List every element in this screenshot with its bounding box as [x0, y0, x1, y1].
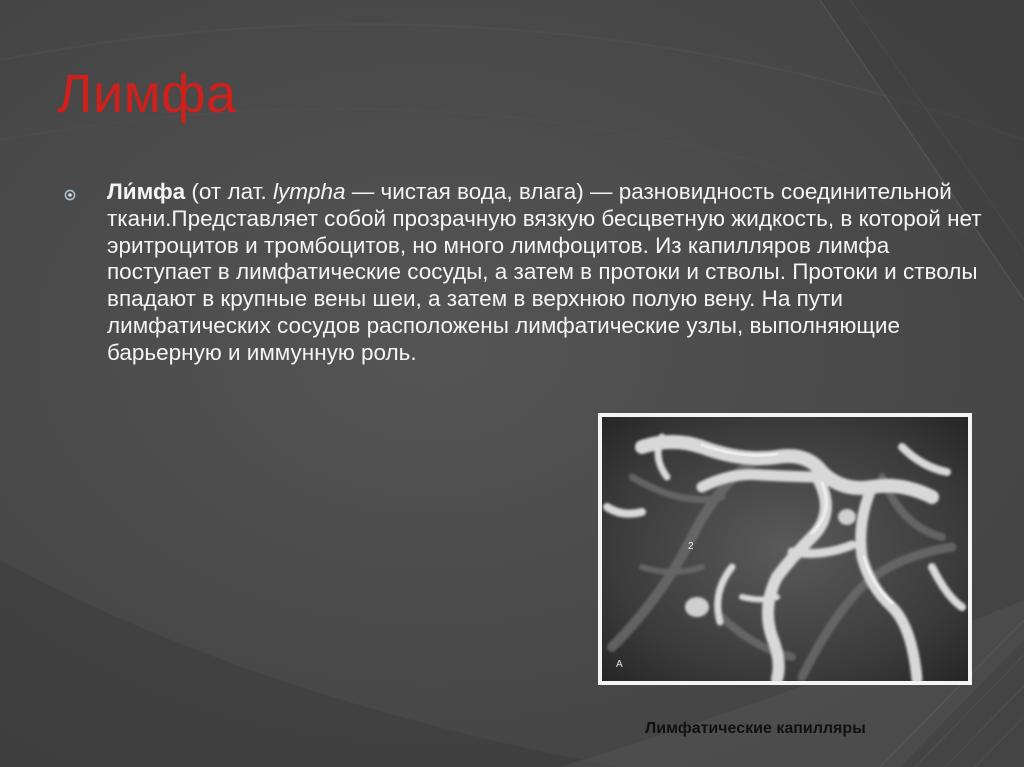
body-paragraph — [107, 179, 987, 367]
ring-bullet-icon — [64, 189, 76, 201]
slide-title: Лимфа — [57, 64, 237, 124]
figure-label-2: 2 — [688, 541, 694, 552]
micrograph — [602, 417, 968, 681]
paragraph-rest: — чистая вода, влага) — разновидность соединительной ткани.Представляет собой прозрачную вязкую бесцветную жидкость, в которой нет эритроцитов и тромбоцитов, но много лимфоцитов. Из капилляров лимфа поступает в лимфатические сосуды, а затем в протоки и стволы. Протоки и стволы впадают в крупные вены шеи, а затем в верхнюю полую вену. На пути лимфатических сосудов расположены лимфатические узлы, выполняющие барьерную и иммунную роль. — [107, 179, 982, 365]
term-bold: Ли́мфа — [107, 179, 186, 204]
paragraph-part-1: (от лат. — [185, 179, 273, 204]
lymph-capillaries-image — [598, 413, 972, 685]
latin-term: lympha — [272, 179, 346, 204]
figure-label-a: А — [616, 659, 623, 670]
image-caption: Лимфатические капилляры — [645, 720, 866, 737]
